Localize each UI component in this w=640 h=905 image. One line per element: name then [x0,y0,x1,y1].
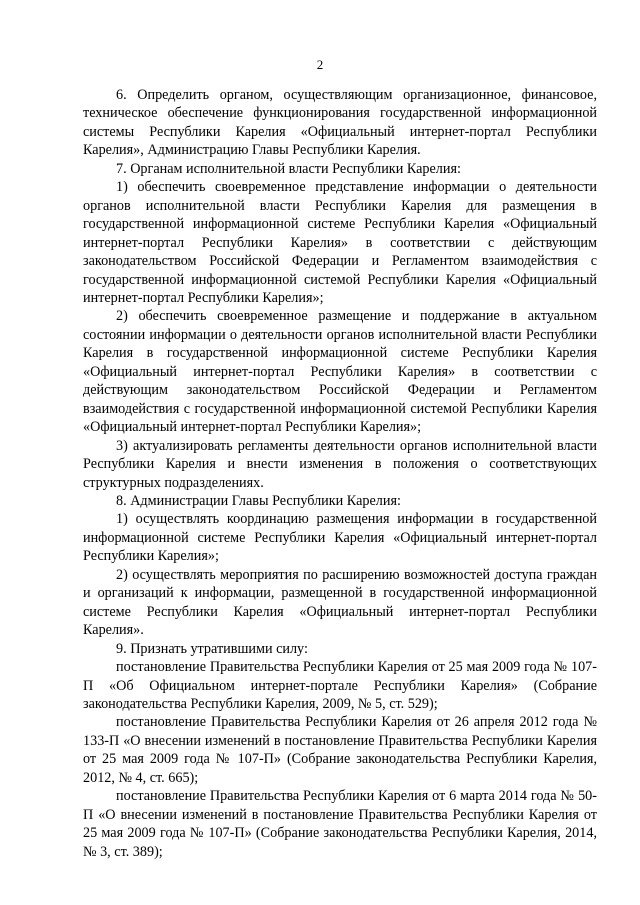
paragraph-item-8-2: 2) осуществлять мероприятия по расширению возможностей доступа граждан и организаций к информации, размещенной в государственной информационной системе Республики Карелия «Официальный интернет-портал Республики Карелия». [83,566,597,639]
paragraph-item-7-3: 3) актуализировать регламенты деятельности органов исполнительной власти Республики Карелия и внести изменения в положения о соответствующих структурных подразделениях. [83,437,597,491]
page-number: 2 [316,57,324,72]
repealed-act-2: постановление Правительства Республики Карелия от 26 апреля 2012 года № 133-П «О внесении изменений в постановление Правительства Республики Карелия от 25 мая 2009 года № 107-П» (Собрание законодательства Республики Карелия, 2012, № 4, ст. 665); [83,714,597,786]
paragraph-item-6: 6. Определить органом, осуществляющим организационное, финансовое, техническое обеспечение функционирования государственной информационной системы Республики Карелия «Официальный интернет-портал Республики Карелия», Администрацию Главы Республики Карелия. [83,87,597,159]
repealed-act-3: постановление Правительства Республики Карелия от 6 марта 2014 года № 50-П «О внесении изменений в постановление Правительства Республики Карелия от 25 мая 2009 года № 107-П» (Собрание законодательства Республики Карелия, 2014, № 3, ст. 389); [83,788,597,860]
paragraph-item-8-1: 1) осуществлять координацию размещения информации в государственной информационной системе Республики Карелия «Официальный интернет-портал Республики Карелия»; [83,511,597,565]
paragraph-item-7-2: 2) обеспечить своевременное размещение и поддержание в актуальном состоянии информации о деятельности органов исполнительной власти Республики Карелия в государственной информационной системе Республики Карелия «Официальный интернет-портал Республики Карелия» в соответствии с действующим законодательством Российской Федерации и Регламентом взаимодействия с государственной информационной системой Республики Карелия «Официальный интернет-портал Республики Карелия»; [83,308,597,436]
repealed-act-1: постановление Правительства Республики Карелия от 25 мая 2009 года № 107-П «Об Официальном интернет-портале Республики Карелия» (Собрание законодательства Республики Карелия, 2009, № 5, ст. 529); [83,659,597,712]
paragraph-item-8: 8. Администрации Главы Республики Карелия: [116,492,401,509]
paragraph-item-9: 9. Признать утратившими силу: [116,640,308,657]
paragraph-item-7: 7. Органам исполнительной власти Республики Карелия: [116,160,461,177]
document-body [83,86,597,861]
paragraph-item-7-1: 1) обеспечить своевременное представление информации о деятельности органов исполнительной власти Республики Карелия для размещения в государственной информационной системе Республики Карелия «Официальный интернет-портал Республики Карелия» в соответствии с действующим законодательством Российской Федерации и Регламентом взаимодействия с государственной информационной системой Республики Карелия «Официальный интернет-портал Республики Карелия»; [83,179,597,306]
